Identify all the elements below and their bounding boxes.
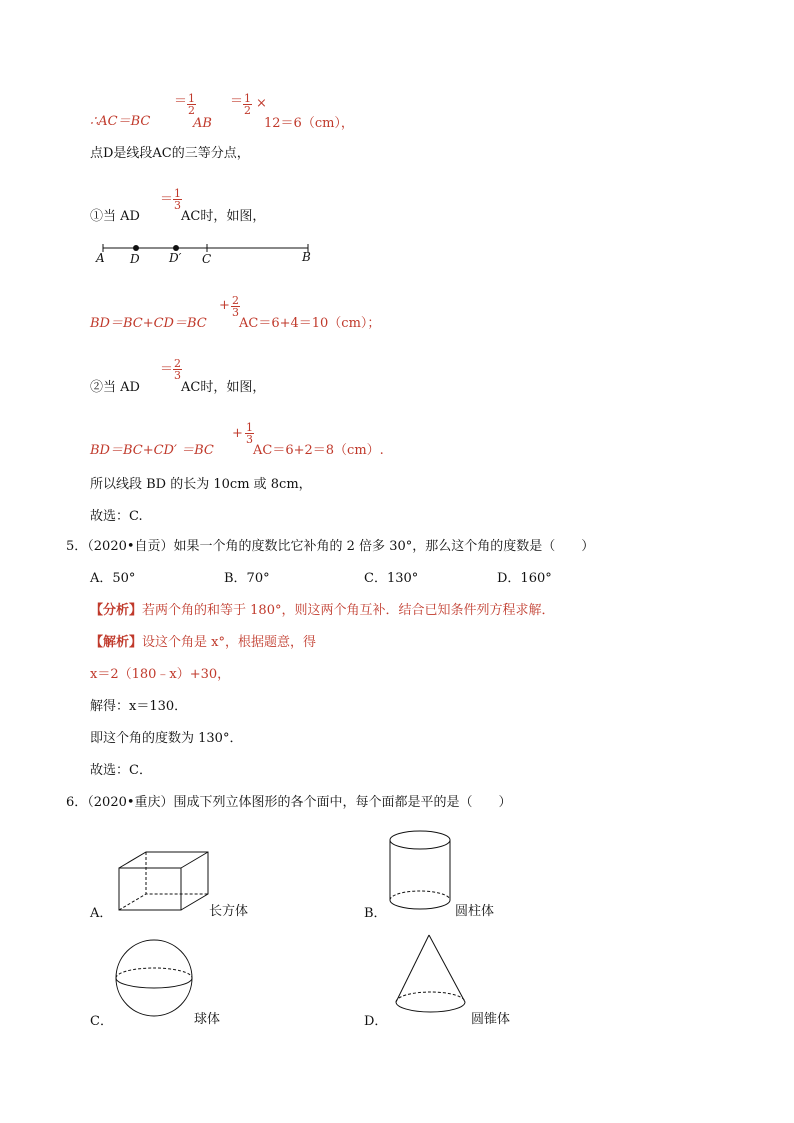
equals-sign-3: ＝ <box>160 192 174 207</box>
ac-bc-text: ∴AC＝BC <box>90 114 151 129</box>
fraction-one-third-2 <box>245 422 254 445</box>
q6-option-d-name: 圆锥体 <box>471 1012 511 1027</box>
case-two-label: ②当 AD <box>90 380 140 395</box>
q6-option-a-name: 长方体 <box>209 904 249 919</box>
cuboid-figure <box>114 850 210 914</box>
trisection-point-line: 点D是线段AC的三等分点， <box>90 146 250 161</box>
bd-result-2: AC＝6+2＝8（cm）. <box>253 443 384 458</box>
bd-equation-2: BD＝BC+CD′ ＝BC <box>90 443 214 458</box>
fraction-two-thirds-1 <box>231 295 240 318</box>
q5-stem: 5．（2020•自贡）如果一个角的度数比它补角的 2 倍多 30°，那么这个角的度数是（ ） <box>66 539 595 554</box>
q6-option-a-letter: A． <box>90 906 113 921</box>
label-a: A <box>96 251 105 265</box>
equals-sign-4: ＝ <box>160 362 174 377</box>
q5-answer: 故选：C． <box>90 763 152 778</box>
solution-text: 设这个角是 x°，根据题意，得 <box>142 635 316 650</box>
label-d: D <box>130 252 140 266</box>
q5-option-b: B．70° <box>224 571 270 586</box>
q5-solve: 解得：x＝130． <box>90 699 188 714</box>
point-d <box>133 245 139 251</box>
fraction-numerator: 2 <box>232 294 239 307</box>
equals-sign-2: ＝ <box>230 94 244 109</box>
q6-option-d-letter: D． <box>364 1014 388 1029</box>
fraction-numerator: 1 <box>246 421 253 434</box>
ab-text: AB <box>193 116 212 131</box>
answer-q4: 故选：C. <box>90 509 143 524</box>
fraction-third-1 <box>173 188 182 211</box>
q6-option-c-name: 球体 <box>194 1012 221 1027</box>
bd-equation-1: BD＝BC+CD＝BC <box>90 316 207 331</box>
analysis-text: 若两个角的和等于 180°，则这两个角互补．结合已知条件列方程求解． <box>142 603 555 618</box>
bd-length-conclusion: 所以线段 BD 的长为 10cm 或 8cm， <box>90 477 312 492</box>
q5-option-c: C．130° <box>364 571 419 586</box>
q5-equation: x＝2（180﹣x）+30， <box>90 667 231 682</box>
times-sign: × <box>256 96 267 111</box>
fraction-half-2 <box>243 93 252 116</box>
case-one-label: ①当 AD <box>90 209 140 224</box>
q5-option-a: A．50° <box>90 571 136 586</box>
solution-tag: 【解析】 <box>90 635 143 650</box>
q5-analysis <box>90 603 554 619</box>
q6-option-b-letter: B． <box>364 906 387 921</box>
label-b: B <box>302 250 311 264</box>
fraction-half-1 <box>187 93 196 116</box>
fraction-numerator: 1 <box>188 92 195 105</box>
fraction-numerator: 2 <box>174 357 181 370</box>
ac-equals-bc-line <box>90 114 150 130</box>
q6-option-b-name: 圆柱体 <box>455 904 495 919</box>
fraction-numerator: 1 <box>244 92 251 105</box>
q5-option-d: D．160° <box>497 571 552 586</box>
fraction-denominator: 2 <box>188 104 195 117</box>
analysis-tag: 【分析】 <box>90 603 143 618</box>
fraction-denominator: 3 <box>246 433 253 446</box>
case-one-ac-text: AC时，如图， <box>181 209 266 224</box>
fraction-numerator: 1 <box>174 187 181 200</box>
case-two-ac-text: AC时，如图， <box>181 380 266 395</box>
fraction-denominator: 3 <box>174 369 181 382</box>
q6-stem: 6．（2020•重庆）围成下列立体图形的各个面中，每个面都是平的是（ ） <box>66 795 512 810</box>
twelve-equals-six-text: 12＝6（cm）， <box>264 116 354 131</box>
bd-result-1: AC＝6+4＝10（cm）； <box>239 316 381 331</box>
cone-figure <box>393 932 471 1022</box>
q5-solution <box>90 635 316 651</box>
cylinder-figure <box>386 828 456 914</box>
fraction-two-thirds-2 <box>173 358 182 381</box>
sphere-figure <box>114 938 196 1020</box>
fraction-denominator: 2 <box>244 104 251 117</box>
q6-option-c-letter: C． <box>90 1014 113 1029</box>
fraction-denominator: 3 <box>174 199 181 212</box>
q5-result: 即这个角的度数为 130°． <box>90 731 243 746</box>
plus-sign-2: + <box>232 426 243 441</box>
plus-sign-1: + <box>219 298 230 313</box>
fraction-denominator: 3 <box>232 306 239 319</box>
label-d-prime: D′ <box>169 251 182 265</box>
equals-sign-1: ＝ <box>174 94 188 109</box>
label-c: C <box>202 252 212 266</box>
